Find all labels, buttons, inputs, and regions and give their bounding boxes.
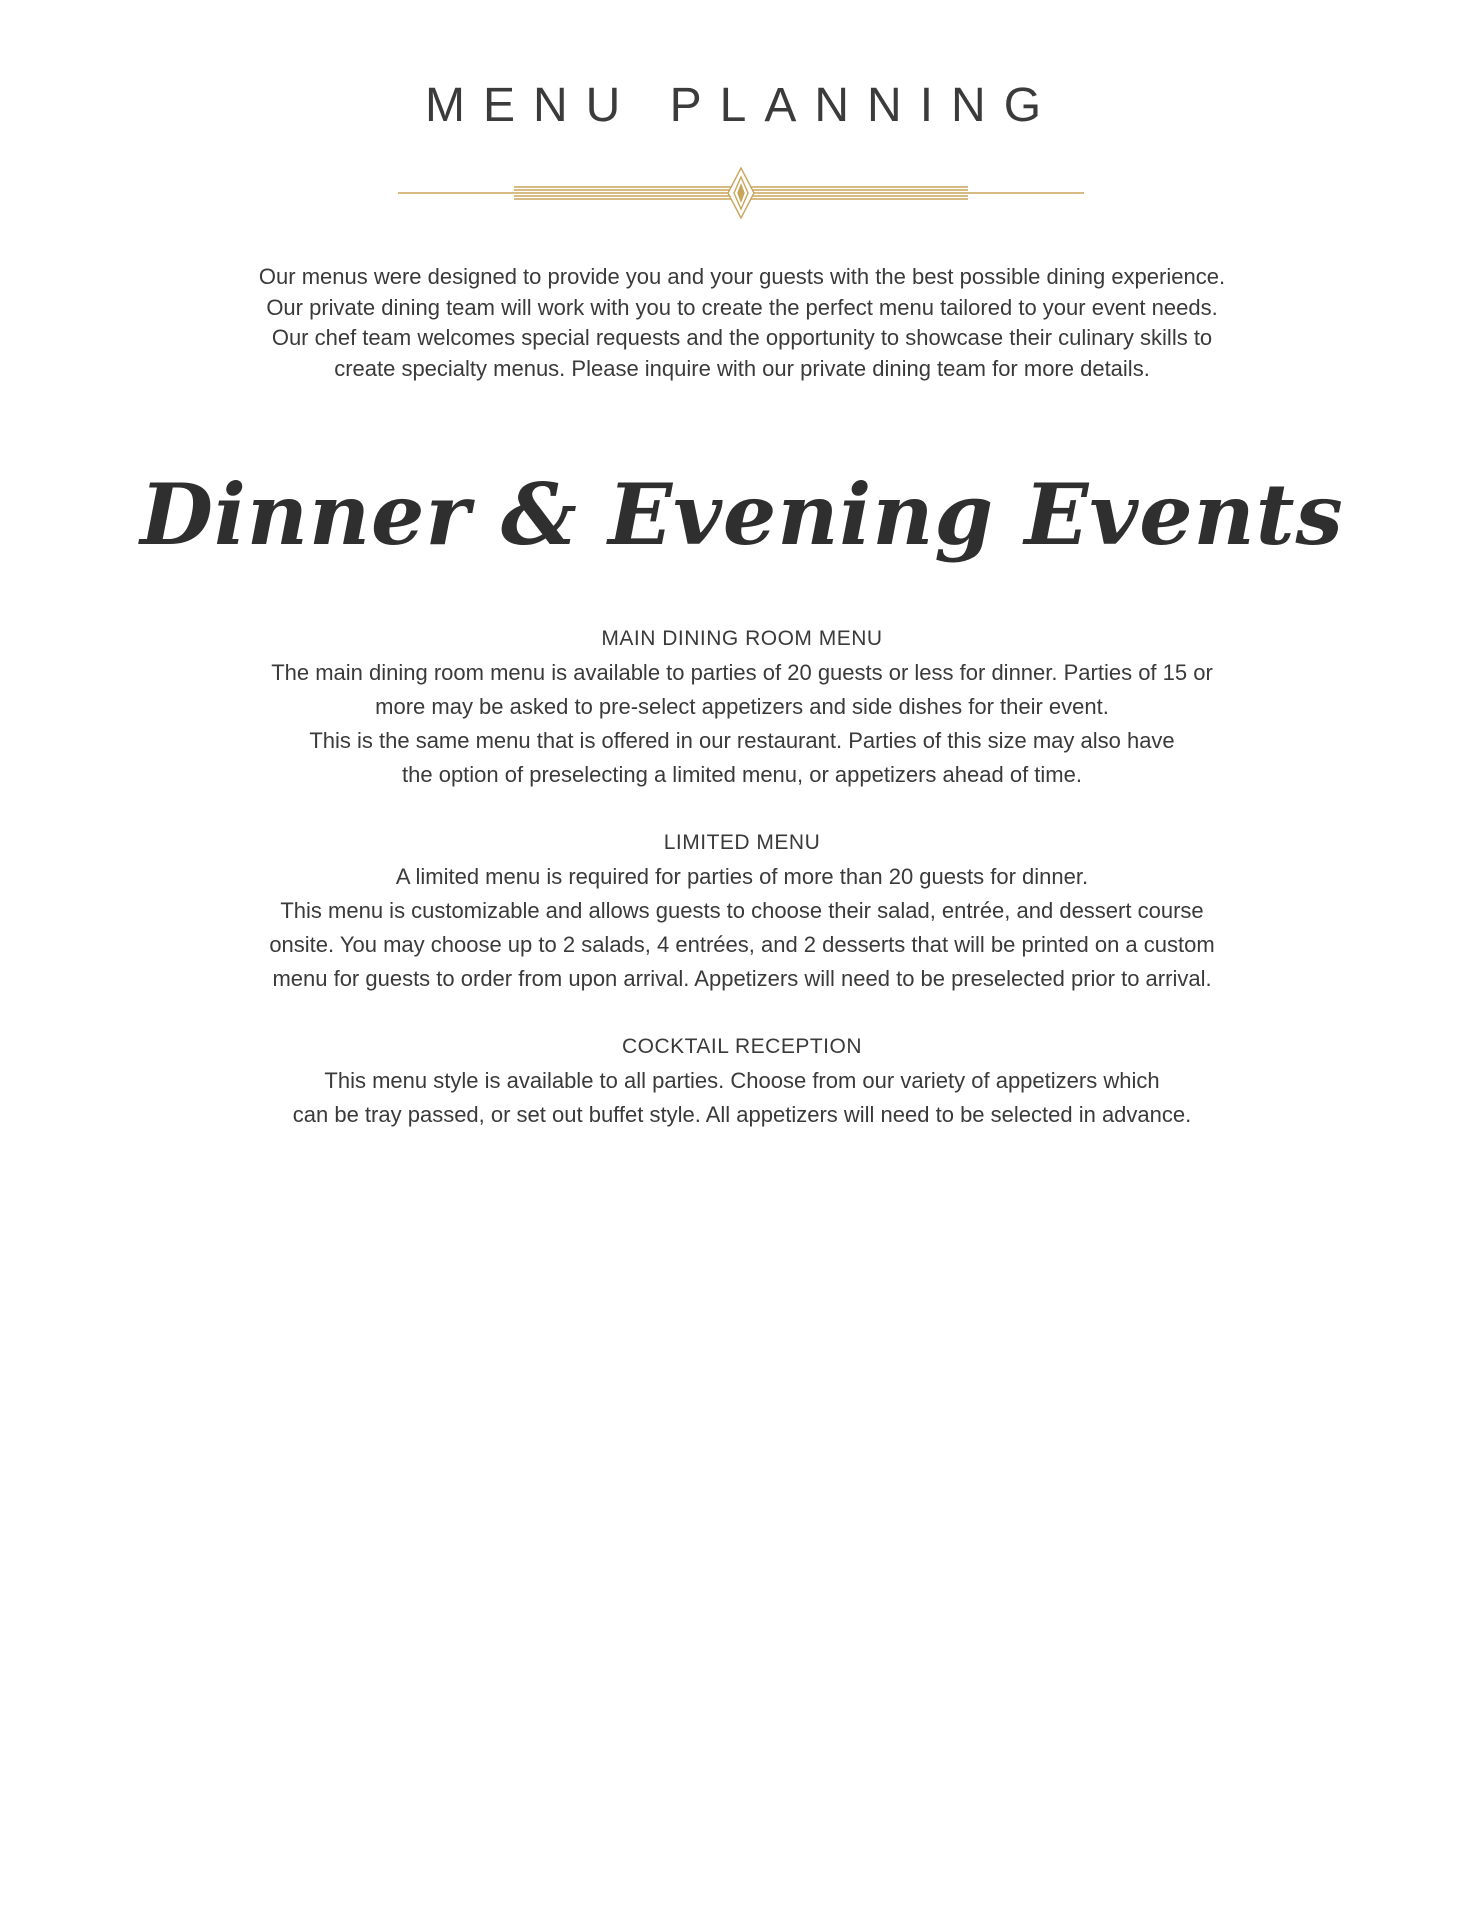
intro-line: Our chef team welcomes special requests and the opportunity to showcase their culinary skills to [271, 325, 1213, 350]
main-dining-room-section [150, 622, 1334, 792]
section-heading: MAIN DINING ROOM MENU [601, 627, 883, 650]
page-title: MENU PLANNING [424, 79, 1060, 132]
section-line: The main dining room menu is available to parties of 20 guests or less for dinner. Parties of 15 or [271, 660, 1213, 685]
section-heading: LIMITED MENU [663, 831, 821, 854]
section-line: A limited menu is required for parties of more than 20 guests for dinner. [395, 864, 1089, 889]
intro-paragraph [150, 262, 1334, 384]
intro-line: Our menus were designed to provide you and your guests with the best possible dining experience. [258, 264, 1226, 289]
section-line: the option of preselecting a limited menu, or appetizers ahead of time. [402, 762, 1082, 787]
menu-options [150, 622, 1334, 1166]
section-line: This menu style is available to all parties. Choose from our variety of appetizers which [324, 1068, 1160, 1093]
intro-line: Our private dining team will work with you to create the perfect menu tailored to your event needs. [266, 294, 1218, 320]
art-deco-divider-icon [398, 165, 1084, 221]
limited-menu-section [150, 826, 1334, 996]
section-line: onsite. You may choose up to 2 salads, 4 entrées, and 2 desserts that will be printed on a custom [269, 932, 1215, 957]
section-heading: COCKTAIL RECEPTION [621, 1035, 863, 1058]
cocktail-reception-section [150, 1030, 1334, 1132]
section-line: more may be asked to pre-select appetizers and side dishes for their event. [375, 694, 1109, 719]
section-line: can be tray passed, or set out buffet style. All appetizers will need to be selected in advance. [292, 1102, 1192, 1127]
intro-line: create specialty menus. Please inquire with our private dining team for more details. [334, 355, 1150, 381]
section-line: This is the same menu that is offered in our restaurant. Parties of this size may also have [309, 728, 1175, 753]
section-script-title: Dinner & Evening Events [140, 465, 1344, 564]
section-line: This menu is customizable and allows guests to choose their salad, entrée, and dessert course [280, 898, 1204, 923]
section-line: menu for guests to order from upon arrival. Appetizers will need to be preselected prior to arrival. [272, 966, 1212, 991]
